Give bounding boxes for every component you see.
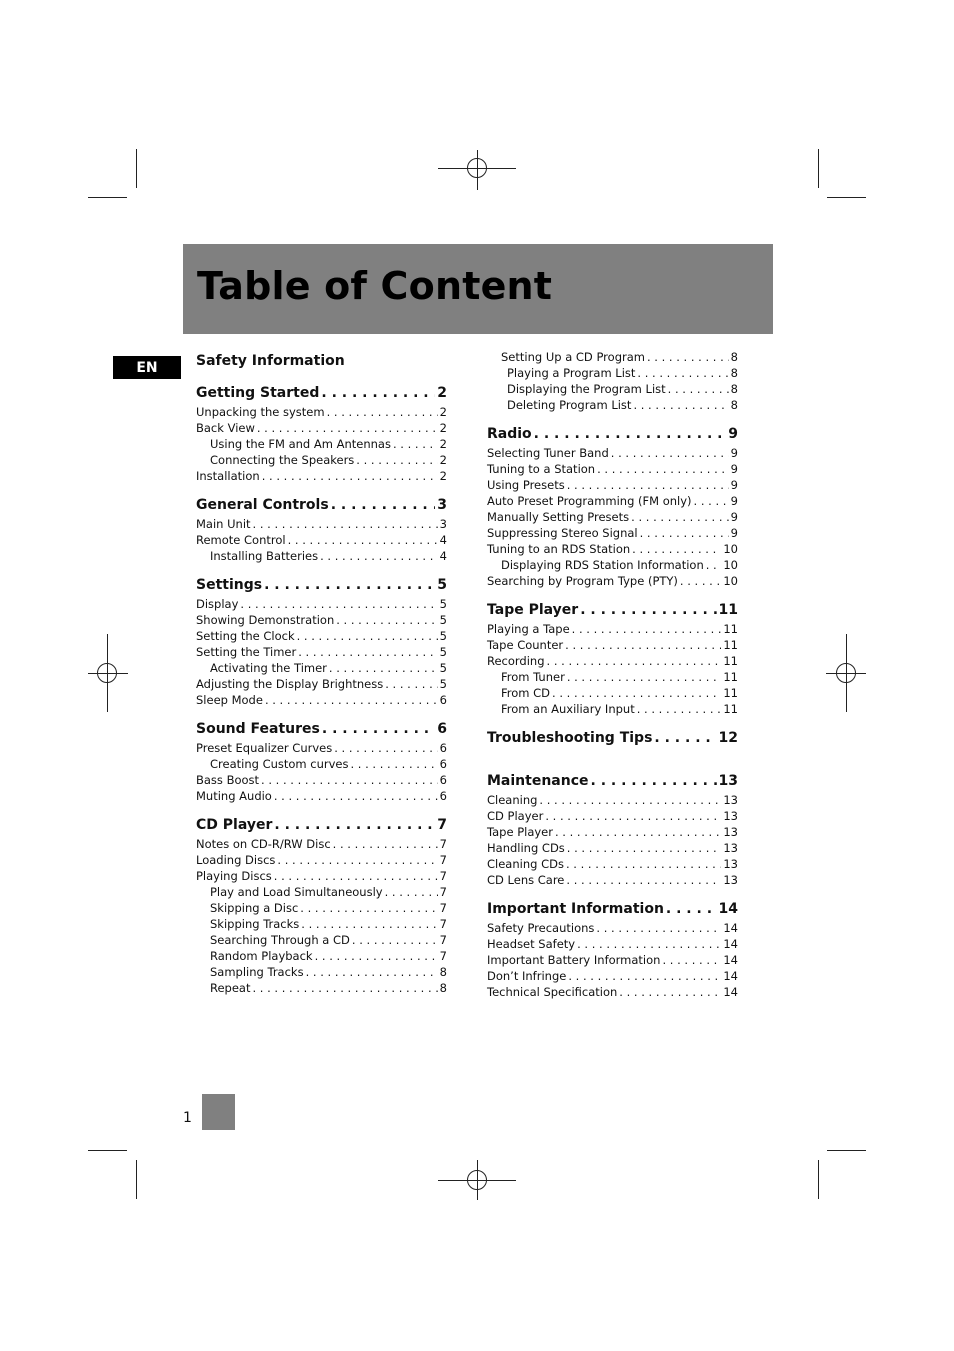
toc-entry[interactable]: Display . . . 5 bbox=[196, 596, 447, 612]
crop-mark bbox=[136, 149, 137, 188]
toc-entry[interactable]: Setting Up a CD Program . . . 8 bbox=[487, 349, 738, 365]
toc-entry[interactable]: Remote Control . . . 4 bbox=[196, 532, 447, 548]
toc-heading[interactable]: Troubleshooting Tips . . . 12 bbox=[487, 727, 738, 749]
toc-entry[interactable]: Sampling Tracks . . . 8 bbox=[196, 964, 447, 980]
toc-entry[interactable]: Setting the Timer . . . 5 bbox=[196, 644, 447, 660]
toc-heading[interactable]: Getting Started . . . 2 bbox=[196, 382, 447, 404]
registration-target-icon bbox=[467, 1170, 487, 1190]
toc-entry[interactable]: Adjusting the Display Brightness . . . 5 bbox=[196, 676, 447, 692]
toc-entry[interactable]: Technical Specification . . . 14 bbox=[487, 984, 738, 1000]
toc-entry[interactable]: CD Lens Care . . . 13 bbox=[487, 872, 738, 888]
toc-entry[interactable]: Tuning to an RDS Station . . . 10 bbox=[487, 541, 738, 557]
toc-entry[interactable]: Safety Precautions . . . 14 bbox=[487, 920, 738, 936]
toc-entry[interactable]: Connecting the Speakers . . . 2 bbox=[196, 452, 447, 468]
toc-entry[interactable]: Cleaning . . . 13 bbox=[487, 792, 738, 808]
toc-entry[interactable]: Tape Player . . . 13 bbox=[487, 824, 738, 840]
toc-heading[interactable]: CD Player . . . 7 bbox=[196, 814, 447, 836]
toc-heading[interactable]: Sound Features . . . 6 bbox=[196, 718, 447, 740]
toc-entry[interactable]: Creating Custom curves . . . 6 bbox=[196, 756, 447, 772]
toc-entry[interactable]: Skipping Tracks . . . 7 bbox=[196, 916, 447, 932]
toc-entry[interactable]: From CD . . . 11 bbox=[487, 685, 738, 701]
toc-entry[interactable]: Displaying the Program List . . . 8 bbox=[487, 381, 738, 397]
toc-entry[interactable]: Preset Equalizer Curves . . . 6 bbox=[196, 740, 447, 756]
title-band bbox=[183, 244, 773, 334]
toc-right-column bbox=[487, 349, 738, 1000]
toc-entry[interactable]: Installing Batteries . . . 4 bbox=[196, 548, 447, 564]
crop-mark bbox=[818, 149, 819, 188]
toc-entry[interactable]: Handling CDs . . . 13 bbox=[487, 840, 738, 856]
toc-heading[interactable]: Radio . . . 9 bbox=[487, 423, 738, 445]
toc-entry[interactable]: Don’t Infringe . . . 14 bbox=[487, 968, 738, 984]
toc-entry[interactable]: From an Auxiliary Input . . . 11 bbox=[487, 701, 738, 717]
toc-entry[interactable]: Tuning to a Station . . . 9 bbox=[487, 461, 738, 477]
toc-entry[interactable]: From Tuner . . . 11 bbox=[487, 669, 738, 685]
toc-entry[interactable]: Back View . . . 2 bbox=[196, 420, 447, 436]
crop-mark bbox=[88, 197, 127, 198]
toc-entry[interactable]: Using the FM and Am Antennas . . . 2 bbox=[196, 436, 447, 452]
page-marker bbox=[202, 1094, 235, 1130]
toc-entry[interactable]: Unpacking the system . . . 2 bbox=[196, 404, 447, 420]
toc-entry[interactable]: Recording . . . 11 bbox=[487, 653, 738, 669]
crop-mark bbox=[818, 1160, 819, 1199]
page-title: Table of Content bbox=[197, 264, 553, 308]
toc-entry[interactable]: Deleting Program List . . . 8 bbox=[487, 397, 738, 413]
toc-entry[interactable]: Setting the Clock . . . 5 bbox=[196, 628, 447, 644]
toc-entry[interactable]: Loading Discs . . . 7 bbox=[196, 852, 447, 868]
toc-entry[interactable]: Selecting Tuner Band . . . 9 bbox=[487, 445, 738, 461]
toc-entry[interactable]: Muting Audio . . . 6 bbox=[196, 788, 447, 804]
toc-heading[interactable]: Safety Information bbox=[196, 353, 345, 369]
toc-entry[interactable]: Bass Boost . . . 6 bbox=[196, 772, 447, 788]
toc-entry[interactable]: Playing Discs . . . 7 bbox=[196, 868, 447, 884]
toc-entry[interactable]: Random Playback . . . 7 bbox=[196, 948, 447, 964]
toc-heading[interactable]: Tape Player . . . 11 bbox=[487, 599, 738, 621]
toc-left-column bbox=[196, 350, 447, 996]
toc-entry[interactable]: Activating the Timer . . . 5 bbox=[196, 660, 447, 676]
crop-mark bbox=[827, 1150, 866, 1151]
registration-target-icon bbox=[467, 158, 487, 178]
page-number: 1 bbox=[183, 1110, 192, 1126]
registration-target-icon bbox=[836, 663, 856, 683]
toc-entry[interactable]: Auto Preset Programming (FM only) . . . 9 bbox=[487, 493, 738, 509]
crop-mark bbox=[827, 197, 866, 198]
toc-entry[interactable]: Cleaning CDs . . . 13 bbox=[487, 856, 738, 872]
toc-entry[interactable]: Installation . . . 2 bbox=[196, 468, 447, 484]
toc-entry[interactable]: Searching Through a CD . . . 7 bbox=[196, 932, 447, 948]
toc-entry[interactable]: Sleep Mode . . . 6 bbox=[196, 692, 447, 708]
toc-entry[interactable]: Skipping a Disc . . . 7 bbox=[196, 900, 447, 916]
toc-entry[interactable]: Repeat . . . 8 bbox=[196, 980, 447, 996]
toc-entry[interactable]: Play and Load Simultaneously . . . 7 bbox=[196, 884, 447, 900]
toc-entry[interactable]: Suppressing Stereo Signal . . . 9 bbox=[487, 525, 738, 541]
toc-entry[interactable]: Notes on CD-R/RW Disc . . . 7 bbox=[196, 836, 447, 852]
toc-entry[interactable]: Main Unit . . . 3 bbox=[196, 516, 447, 532]
toc-entry[interactable]: Manually Setting Presets . . . 9 bbox=[487, 509, 738, 525]
toc-entry[interactable]: Using Presets . . . 9 bbox=[487, 477, 738, 493]
toc-entry[interactable]: Headset Safety . . . 14 bbox=[487, 936, 738, 952]
toc-heading[interactable]: Important Information . . . 14 bbox=[487, 898, 738, 920]
toc-entry[interactable]: Tape Counter . . . 11 bbox=[487, 637, 738, 653]
toc-entry[interactable]: Playing a Tape . . . 11 bbox=[487, 621, 738, 637]
toc-entry[interactable]: Playing a Program List . . . 8 bbox=[487, 365, 738, 381]
toc-entry[interactable]: Showing Demonstration . . . 5 bbox=[196, 612, 447, 628]
toc-entry[interactable]: Displaying RDS Station Information . . . 10 bbox=[487, 557, 738, 573]
crop-mark bbox=[136, 1160, 137, 1199]
language-tab: EN bbox=[113, 356, 181, 379]
toc-heading[interactable]: Maintenance . . . 13 bbox=[487, 770, 738, 792]
toc-entry[interactable]: Searching by Program Type (PTY) . . . 10 bbox=[487, 573, 738, 589]
toc-entry[interactable]: Important Battery Information . . . 14 bbox=[487, 952, 738, 968]
crop-mark bbox=[88, 1150, 127, 1151]
toc-entry[interactable]: CD Player . . . 13 bbox=[487, 808, 738, 824]
toc-heading[interactable]: Settings . . . 5 bbox=[196, 574, 447, 596]
toc-heading[interactable]: General Controls . . . 3 bbox=[196, 494, 447, 516]
registration-target-icon bbox=[97, 663, 117, 683]
